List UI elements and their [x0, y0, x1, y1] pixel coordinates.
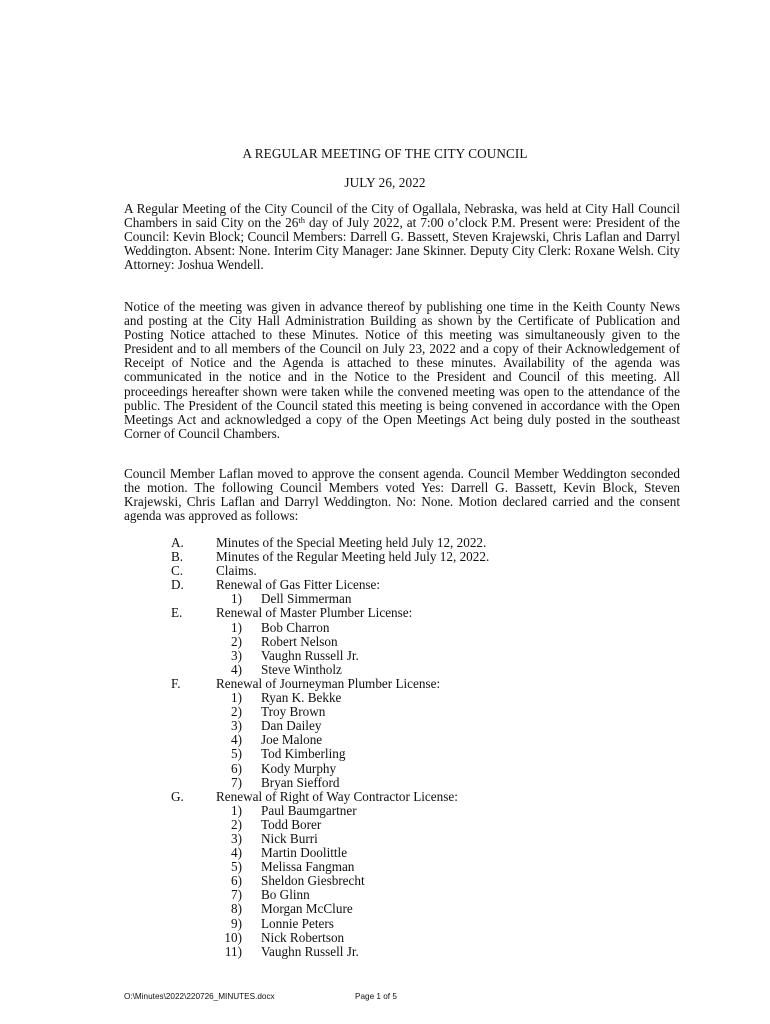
licensee-number: 6)	[231, 760, 242, 776]
licensee-number: 1)	[231, 619, 242, 635]
licensee-row	[0, 621, 770, 635]
licensee-number: 9)	[231, 915, 242, 931]
attendance-text-start: A Regular Meeting of the City Council of the City of Ogallala, Nebraska, was held at City Hall Council Chambers in said City on the 26	[124, 201, 680, 231]
licensee-name: Vaughn Russell Jr.	[261, 647, 359, 663]
agenda-item-text: Minutes of the Regular Meeting held July 12, 2022.	[216, 549, 490, 565]
licensee-row	[0, 846, 770, 860]
licensee-row	[0, 719, 770, 733]
agenda-item-letter: B.	[171, 549, 184, 565]
licensee-name: Bo Glinn	[261, 887, 310, 903]
licensee-name: Nick Burri	[261, 830, 318, 846]
agenda-item	[0, 790, 770, 804]
licensee-row	[0, 705, 770, 719]
licensee-row	[0, 818, 770, 832]
licensee-name: Morgan McClure	[261, 901, 353, 917]
licensee-name: Todd Borer	[261, 816, 322, 832]
licensee-row	[0, 945, 770, 959]
licensee-number: 4)	[231, 661, 242, 677]
notice-paragraph: Notice of the meeting was given in advance thereof by publishing one time in the Keith County News and posting at the City Hall Administration Building as shown by the Certificate of Publication and Posting Notice attached to these Minutes. Notice of this meeting was simultaneously given to the President and to all members of the Council on July 23, 2022 and a copy of their Acknowledgement of Receipt of Notice and the Agenda is attached to these minutes. Availability of the agenda was communicated in the notice and in the Notice to the President and Council of this meeting. All proceedings hereafter shown were taken while the convened meeting was open to the attendance of the public. The President of the Council stated this meeting is being convened in accordance with the Open Meetings Act and acknowledged a copy of the Open Meetings Act being duly posted in the southeast Corner of Council Chambers.	[124, 299, 680, 441]
licensee-number: 3)	[231, 830, 242, 846]
licensee-name: Sheldon Giesbrecht	[261, 873, 365, 889]
licensee-name: Bryan Siefford	[261, 774, 340, 790]
licensee-row	[0, 649, 770, 663]
agenda-item	[0, 606, 770, 620]
licensee-number: 3)	[231, 647, 242, 663]
agenda-item	[0, 564, 770, 578]
footer-page-number: Page 1 of 5	[355, 992, 397, 1001]
agenda-item-text: Claims.	[216, 563, 257, 579]
licensee-number: 5)	[231, 746, 242, 762]
attendance-text-end: day of July 2022, at 7:00 o’clock P.M. Present were: President of the Council: Kevin Block; Council Members: Darrell G. Bassett, Steven Krajewski, Chris Laflan and Darryl Weddington. Absent: None. Interim City Manager: Jane Skinner. Deputy City Clerk: Roxane Welsh. City Attorney: Joshua Wendell.	[124, 215, 680, 273]
consent-agenda-list	[0, 536, 770, 959]
licensee-row	[0, 931, 770, 945]
agenda-item	[0, 536, 770, 550]
licensee-row	[0, 592, 770, 606]
agenda-item-letter: G.	[171, 788, 184, 804]
agenda-item-letter: E.	[171, 605, 183, 621]
licensee-row	[0, 902, 770, 916]
licensee-row	[0, 776, 770, 790]
licensee-name: Vaughn Russell Jr.	[261, 943, 359, 959]
licensee-number: 10)	[224, 929, 242, 945]
licensee-name: Martin Doolittle	[261, 845, 348, 861]
licensee-name: Nick Robertson	[261, 929, 345, 945]
licensee-number: 1)	[231, 591, 242, 607]
licensee-name: Dell Simmerman	[261, 591, 352, 607]
licensee-number: 4)	[231, 732, 242, 748]
licensee-row	[0, 733, 770, 747]
licensee-number: 4)	[231, 845, 242, 861]
licensee-number: 2)	[231, 704, 242, 720]
licensee-number: 5)	[231, 859, 242, 875]
agenda-item	[0, 677, 770, 691]
licensee-name: Lonnie Peters	[261, 915, 334, 931]
licensee-name: Tod Kimberling	[261, 746, 346, 762]
agenda-item-text: Renewal of Gas Fitter License:	[216, 577, 381, 593]
licensee-number: 1)	[231, 802, 242, 818]
page-footer	[124, 992, 680, 1006]
licensee-number: 7)	[231, 774, 242, 790]
footer-file-path: O:\Minutes\2022\220726_MINUTES.docx	[124, 992, 275, 1001]
licensee-number: 2)	[231, 633, 242, 649]
licensee-name: Melissa Fangman	[261, 859, 355, 875]
licensee-row	[0, 747, 770, 761]
licensee-name: Robert Nelson	[261, 633, 338, 649]
licensee-row	[0, 691, 770, 705]
licensee-row	[0, 888, 770, 902]
licensee-number: 1)	[231, 690, 242, 706]
agenda-item-letter: F.	[171, 675, 181, 691]
agenda-item-text: Renewal of Journeyman Plumber License:	[216, 675, 441, 691]
agenda-item-text: Renewal of Master Plumber License:	[216, 605, 413, 621]
motion-paragraph: Council Member Laflan moved to approve the consent agenda. Council Member Weddington seconded the motion. The following Council Members voted Yes: Darrell G. Bassett, Kevin Block, Steven Krajewski, Chris Laflan and Darryl Weddington. No: None. Motion declared carried and the consent agenda was approved as follows:	[124, 466, 680, 524]
licensee-number: 11)	[224, 943, 242, 959]
licensee-number: 8)	[231, 901, 242, 917]
agenda-item-letter: A.	[171, 535, 184, 550]
licensee-row	[0, 832, 770, 846]
attendance-paragraph	[124, 202, 680, 272]
licensee-name: Paul Baumgartner	[261, 802, 357, 818]
licensee-name: Ryan K. Bekke	[261, 690, 342, 706]
licensee-row	[0, 917, 770, 931]
licensee-row	[0, 804, 770, 818]
agenda-item-letter: C.	[171, 563, 184, 579]
agenda-item	[0, 550, 770, 564]
licensee-row	[0, 663, 770, 677]
licensee-name: Dan Dailey	[261, 718, 322, 734]
agenda-item-text: Minutes of the Special Meeting held July 12, 2022.	[216, 535, 487, 550]
licensee-name: Troy Brown	[261, 704, 326, 720]
licensee-row	[0, 860, 770, 874]
document-heading: A REGULAR MEETING OF THE CITY COUNCIL	[242, 146, 528, 161]
licensee-row	[0, 762, 770, 776]
licensee-row	[0, 635, 770, 649]
licensee-number: 6)	[231, 873, 242, 889]
ordinal-suffix: th	[298, 215, 305, 226]
licensee-number: 7)	[231, 887, 242, 903]
licensee-name: Steve Wintholz	[261, 661, 342, 677]
agenda-item-text: Renewal of Right of Way Contractor License:	[216, 788, 458, 804]
agenda-item-letter: D.	[171, 577, 184, 593]
licensee-name: Bob Charron	[261, 619, 330, 635]
licensee-name: Joe Malone	[261, 732, 323, 748]
licensee-number: 2)	[231, 816, 242, 832]
licensee-name: Kody Murphy	[261, 760, 337, 776]
licensee-number: 3)	[231, 718, 242, 734]
licensee-row	[0, 874, 770, 888]
agenda-item	[0, 578, 770, 592]
meeting-date: JULY 26, 2022	[344, 175, 426, 190]
